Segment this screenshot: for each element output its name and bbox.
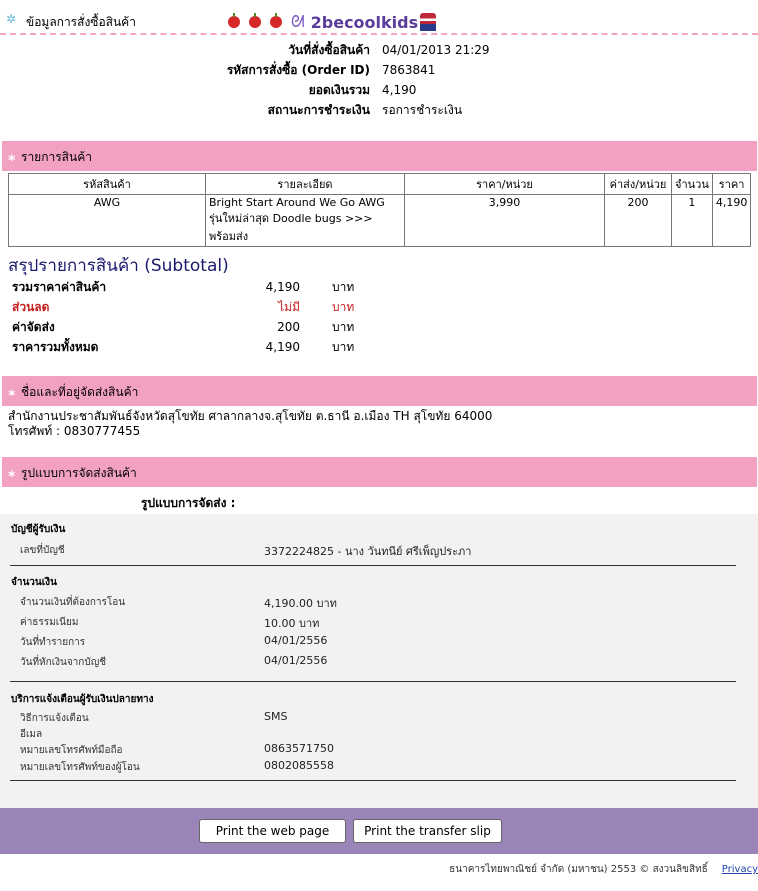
discount-label: ส่วนลด: [12, 299, 50, 314]
subtotal-label: รวมราคาค่าสินค้า: [12, 279, 107, 294]
order-total-row: [0, 80, 490, 100]
col-code: รหัสสินค้า: [9, 174, 206, 195]
transaction-date-label: วันที่ทำรายการ: [20, 637, 86, 648]
divider: [10, 780, 736, 781]
logo: [228, 8, 436, 36]
item-detail: Bright Start Around We Go AWG รุ่นใหม่ล่าสุด Doodle bugs >>> พร้อมส่ง: [206, 195, 405, 247]
col-detail: รายละเอียด: [206, 174, 405, 195]
star-icon: *: [8, 388, 16, 404]
discount-value: ไม่มี: [278, 299, 300, 314]
footer: [449, 862, 758, 877]
order-total-label: ยอดเงินรวม: [308, 82, 370, 97]
fee-value: 10.00 บาท: [264, 617, 320, 630]
order-date-row: [0, 40, 490, 60]
shipping-value: 200: [277, 320, 300, 334]
sender-phone-value: 0802085558: [264, 759, 334, 772]
sparkle-icon: ✲: [6, 12, 17, 26]
subtotal-unit: บาท: [332, 279, 355, 294]
item-ship-unit: 200: [605, 195, 672, 247]
items-section-header: [2, 141, 757, 171]
discount-unit: บาท: [332, 299, 355, 314]
item-price: 4,190: [712, 195, 751, 247]
shipping-section-header: [2, 457, 757, 487]
page-header: [0, 8, 758, 36]
items-table: [8, 173, 751, 247]
col-ship-unit: ค่าส่ง/หน่วย: [605, 174, 672, 195]
order-id-row: [0, 60, 490, 80]
discount-row: [12, 297, 354, 317]
grand-total-row: [12, 337, 354, 357]
item-code: AWG: [9, 195, 206, 247]
account-value: 3372224825 - นาง วันทนีย์ ศรีเพ็ญประภา: [264, 545, 472, 558]
address-phone: โทรศัพท์ : 0830777455: [8, 424, 141, 438]
apple-icon: [249, 16, 261, 28]
items-section-title: รายการสินค้า: [21, 150, 92, 164]
copyright: ธนาคารไทยพาณิชย์ จำกัด (มหาชน) 2553 © สงวนลิขสิทธิ์: [449, 864, 708, 875]
transfer-amount-value: 4,190.00 บาท: [264, 597, 337, 610]
transaction-date-value: 04/01/2556: [264, 634, 328, 647]
payment-status-value: รอการชำระเงิน: [382, 102, 463, 117]
privacy-link[interactable]: Privacy: [721, 864, 758, 875]
item-unit-price: 3,990: [405, 195, 605, 247]
fee-label: ค่าธรรมเนียม: [20, 617, 79, 628]
shipping-unit: บาท: [332, 319, 355, 334]
payment-status-label: สถานะการชำระเงิน: [267, 102, 370, 117]
star-icon: *: [8, 469, 16, 485]
page-title: ข้อมูลการสั่งซื้อสินค้า: [26, 15, 136, 29]
button-bar: [0, 808, 758, 854]
subtotal-table: [12, 277, 354, 357]
print-page-button[interactable]: Print the web page: [199, 819, 346, 843]
divider: [10, 681, 736, 682]
divider: [10, 565, 736, 566]
amount-heading: จำนวนเงิน: [11, 577, 57, 588]
order-date-label: วันที่สั่งซื้อสินค้า: [288, 42, 370, 57]
col-price: ราคา: [712, 174, 751, 195]
transfer-amount-label: จำนวนเงินที่ต้องการโอน: [20, 597, 126, 608]
mobile-value: 0863571750: [264, 742, 334, 755]
shipping-row: [12, 317, 354, 337]
order-id-value: 7863841: [382, 63, 436, 77]
table-row: [9, 195, 751, 247]
logo-text: 2becoolkids: [310, 12, 419, 32]
address-section-header: [2, 376, 757, 406]
order-total-value: 4,190: [382, 83, 417, 97]
payee-heading: บัญชีผู้รับเงิน: [11, 524, 66, 535]
debit-date-label: วันที่หักเงินจากบัญชี: [20, 657, 107, 668]
divider: [0, 33, 758, 35]
notify-method-value: SMS: [264, 710, 288, 723]
account-label: เลขที่บัญชี: [20, 545, 65, 556]
notify-method-label: วิธีการแจ้งเตือน: [20, 713, 89, 724]
notify-heading: บริการแจ้งเตือนผู้รับเงินปลายทาง: [11, 694, 154, 705]
table-header-row: [9, 174, 751, 195]
sender-phone-label: หมายเลขโทรศัพท์ของผู้โอน: [20, 762, 140, 773]
shipping-label: ค่าจัดส่ง: [12, 319, 55, 334]
col-unit-price: ราคา/หน่วย: [405, 174, 605, 195]
order-id-label: รหัสการสั่งซื้อ (Order ID): [226, 62, 370, 77]
subtotal-value: 4,190: [265, 280, 300, 294]
grand-total-unit: บาท: [332, 339, 355, 354]
star-icon: *: [8, 153, 16, 169]
item-qty: 1: [672, 195, 713, 247]
address-line: สำนักงานประชาสัมพันธ์จังหวัดสุโขทัย ศาลากลางจ.สุโขทัย ต.ธานี อ.เมือง TH สุโขทัย 64000: [8, 409, 493, 423]
subtotal-row: [12, 277, 354, 297]
apple-icon: [228, 16, 240, 28]
apple-icon: [270, 16, 282, 28]
mobile-label: หมายเลขโทรศัพท์มือถือ: [20, 745, 123, 756]
transfer-panel: [0, 514, 758, 808]
order-date-value: 04/01/2013 21:29: [382, 43, 490, 57]
debit-date-value: 04/01/2556: [264, 654, 328, 667]
shipping-address: [8, 409, 492, 439]
grand-total-value: 4,190: [265, 340, 300, 354]
email-label: อีเมล: [20, 729, 43, 740]
shipping-section-title: รูปแบบการจัดส่งสินค้า: [21, 466, 137, 480]
grand-total-label: ราคารวมทั้งหมด: [12, 339, 99, 354]
address-section-title: ชื่อและที่อยู่จัดส่งสินค้า: [21, 385, 139, 399]
subtotal-title: สรุปรายการสินค้า (Subtotal): [8, 256, 229, 276]
print-slip-button[interactable]: Print the transfer slip: [353, 819, 502, 843]
col-qty: จำนวน: [672, 174, 713, 195]
ribbon-icon: ᘛ: [291, 12, 305, 31]
shipping-method-label: รูปแบบการจัดส่ง :: [141, 496, 236, 510]
payment-status-row: [0, 100, 490, 120]
hat-icon: [420, 13, 436, 31]
order-info: [0, 40, 490, 120]
